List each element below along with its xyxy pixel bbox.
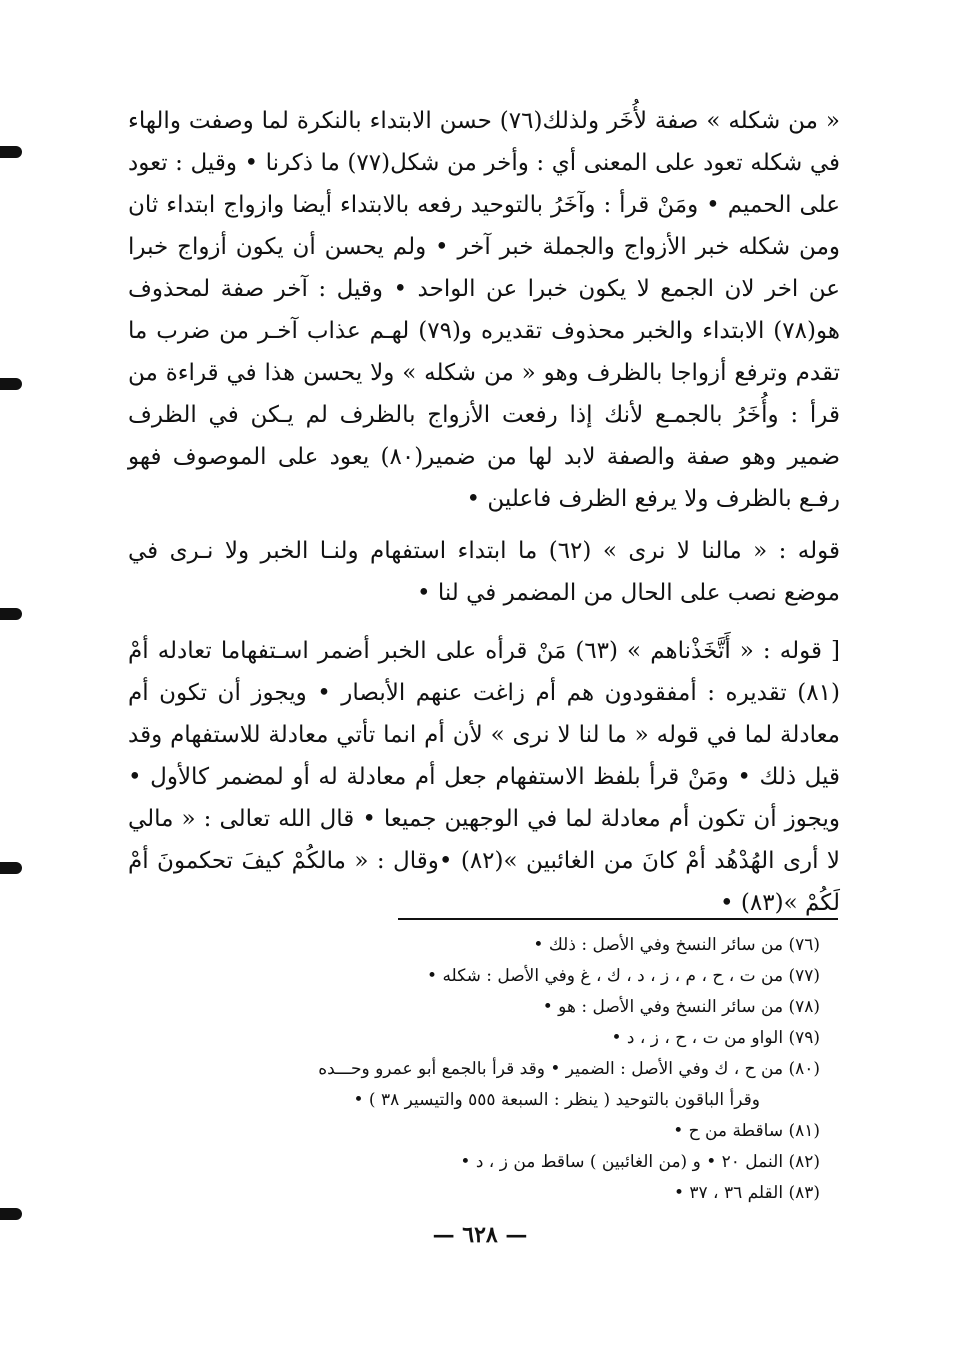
footnote: (٨٠) من ح ، ك وفي الأصل : الضمير • وقد قرأ بالجمع أبو عمرو وحـــده — [318, 1059, 820, 1079]
footnote: (٨٣) القلم ٣٦ ، ٣٧ • — [673, 1183, 820, 1203]
binding-mark — [0, 146, 22, 158]
footnote: (٨٢) النمل ٢٠ • و (من الغائبين ) ساقط من ز ، د • — [460, 1152, 820, 1172]
paragraph: « من شكله » صفة لأُخَر ولذلك(٧٦) حسن الابتداء بالنكرة لما وصفت والهاء في شكله تعود على المعنى أي : وأخر من شكل(٧٧) ما ذكرنا • وقيل : تعود على الحميم • ومَنْ قرأ : وآخَرُ بالتوحيد رفعه بالابتداء أيضا وازواج ابتداء ثان ومن شكله خبر الأزواج والجملة خبر آخر • ولم يحسن أن يكون أزواج خبرا عن اخر لان الجمع لا يكون خبرا عن الواحد • وقيل : آخر صفة لمحذوف هو(٧٨) الابتداء والخبر محذوف تقديره و(٧٩) لهـم عذاب آخـر من ضرب ما تقدم وترفع أزواجا بالظرف وهو « من شكله » ولا يحسن هذا في قراءة من قرأ : وأُخَرُ بالجمـع لأنك إذا رفعت الأزواج بالظرف لم يـكن في الظرف ضمير وهو صفة والصفة لابد لها من ضمير(٨٠) يعود على الموصوف فهو رفـع بالظرف ولا يرفع الظرف فاعلين • — [128, 108, 841, 512]
page-number: — ٦٢٨ — — [432, 1222, 528, 1248]
binding-mark — [0, 862, 22, 874]
footnote: (٧٧) من ت ، ح ، م ، ز ، د ، ك ، غ وفي الأصل : شكله • — [427, 966, 820, 986]
main-text — [128, 100, 840, 924]
footnote: (٨١) ساقطة من ح • — [673, 1121, 820, 1141]
footnote: (٧٩) الواو من ت ، ح ، ز ، د • — [611, 1028, 820, 1048]
binding-mark — [0, 1208, 22, 1220]
binding-mark — [0, 608, 22, 620]
footnote-divider — [398, 918, 838, 920]
paragraph: [ قوله : « أَتَّخَذْناهم » (٦٣) مَنْ قرأه على الخبر أضمر اسـتفهاما تعادله أمْ (٨١) تقديره : أمفقودون هم أم زاغت عنهم الأبصار • ويجوز أن تكون أم معادلة لما في قوله « ما لنا لا نرى » لأن أم انما تأتي معادلة للاستفهام وقد قيل ذلك • ومَنْ قرأ بلفظ الاستفهام جعل أم معادلة له أو لمضمر كالأول • ويجوز أن تكون أم معادلة لما في الوجهين جميعا • قال الله تعالى : « مالي لا أرى الهُدْهُد أمْ كانَ من الغائبين »(٨٢) •وقال : « مالكُمْ كيفَ تحكمونَ أمْ لَكُمْ »(٨٣) • — [128, 638, 840, 916]
footnote: (٧٨) من سائر النسخ وفي الأصل : هو • — [542, 997, 820, 1017]
binding-mark — [0, 378, 22, 390]
footnote-continuation: وقرأ الباقون بالتوحيد ( ينظر : السبعة ٥٥٥ والتيسير ٣٨ ) • — [353, 1090, 760, 1110]
footnotes — [120, 930, 820, 1209]
paragraph: قوله : « مالنا لا نرى » (٦٢) ما ابتداء استفهام ولنـا الخبر ولا نـرى في موضع نصب على الحال من المضمر في لنا • — [128, 538, 840, 606]
footnote: (٧٦) من سائر النسخ وفي الأصل : ذلك • — [533, 935, 820, 955]
